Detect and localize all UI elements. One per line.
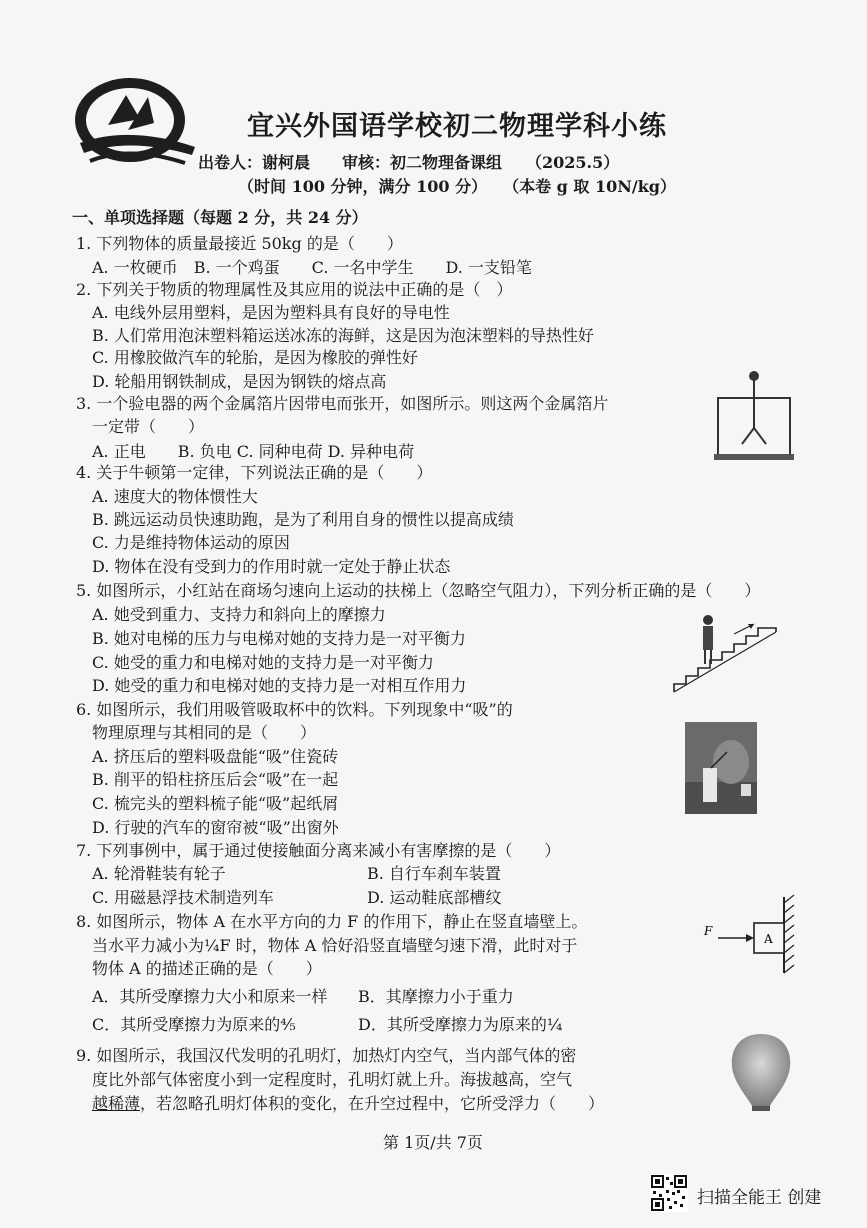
scanner-watermark: 扫描全能王 创建 — [697, 1188, 822, 1208]
page-number: 第 1页/共 7页 — [383, 1133, 483, 1152]
q8-stem-3: 物体 A 的描述正确的是（ ） — [92, 959, 322, 978]
q9-stem-1: 9. 如图所示，我国汉代发明的孔明灯，加热灯内空气，当内部气体的密 — [76, 1046, 577, 1065]
q9-underlined-text: 越稀薄 — [92, 1094, 141, 1113]
q4-option-b: B. 跳远运动员快速助跑，是为了利用自身的惯性以提高成绩 — [92, 510, 514, 529]
q5-option-d: D. 她受的重力和电梯对她的支持力是一对相互作用力 — [92, 676, 467, 695]
q3-stem-1: 3. 一个验电器的两个金属箔片因带电而张开，如图所示。则这两个金属箔片 — [76, 394, 609, 413]
q6-option-a: A. 挤压后的塑料吸盘能“吸”住瓷砖 — [92, 747, 339, 766]
straw-photo — [685, 722, 757, 814]
q2-option-c: C. 用橡胶做汽车的轮胎，是因为橡胶的弹性好 — [92, 348, 418, 367]
author-line: 出卷人：谢柯晨 审核：初二物理备课组 （2025.5） — [198, 153, 620, 172]
q8-stem-1: 8. 如图所示，物体 A 在水平方向的力 F 的作用下，静止在竖直墙壁上。 — [76, 912, 588, 931]
fig-label-f: F — [704, 924, 713, 938]
q3-options: A. 正电 B. 负电 C. 同种电荷 D. 异种电荷 — [92, 442, 415, 461]
q5-option-c: C. 她受的重力和电梯对她的支持力是一对平衡力 — [92, 653, 434, 672]
q2-option-b: B. 人们常用泡沫塑料箱运送冰冻的海鲜，这是因为泡沫塑料的导热性好 — [92, 326, 594, 345]
escalator-figure — [672, 604, 780, 696]
q9-stem-2: 度比外部气体密度小到一定程度时，孔明灯就上升。海拔越高，空气 — [92, 1070, 573, 1089]
q7-option-b: B. 自行车刹车装置 — [367, 864, 501, 883]
wall-block-figure — [700, 895, 800, 975]
electroscope-figure — [712, 368, 798, 464]
q4-stem: 4. 关于牛顿第一定律，下列说法正确的是（ ） — [76, 463, 433, 482]
q4-option-a: A. 速度大的物体惯性大 — [92, 487, 258, 506]
q5-stem: 5. 如图所示，小红站在商场匀速向上运动的扶梯上（忽略空气阻力），下列分析正确的是（ ） — [76, 581, 761, 600]
q8-option-b: B．其摩擦力小于重力 — [358, 987, 514, 1006]
page-title: 宜兴外国语学校初二物理学科小练 — [247, 111, 667, 142]
q7-option-a: A. 轮滑鞋装有轮子 — [92, 864, 226, 883]
section-heading: 一、单项选择题（每题 2 分，共 24 分） — [72, 208, 368, 227]
q7-option-c: C. 用磁悬浮技术制造列车 — [92, 888, 274, 907]
q3-stem-2: 一定带（ ） — [92, 417, 205, 436]
sky-lantern-figure — [725, 1030, 797, 1116]
q8-option-d: D．其所受摩擦力为原来的¼ — [358, 1015, 563, 1034]
q6-option-d: D. 行驶的汽车的窗帘被“吸”出窗外 — [92, 818, 339, 837]
school-logo — [70, 75, 200, 170]
q6-stem-2: 物理原理与其相同的是（ ） — [92, 723, 317, 742]
q2-stem: 2. 下列关于物质的物理属性及其应用的说法中正确的是（ ） — [76, 280, 513, 299]
q6-option-c: C. 梳完头的塑料梳子能“吸”起纸屑 — [92, 794, 339, 813]
qr-code-icon — [650, 1174, 688, 1212]
q4-option-d: D. 物体在没有受到力的作用时就一定处于静止状态 — [92, 557, 451, 576]
q4-option-c: C. 力是维持物体运动的原因 — [92, 533, 290, 552]
q1-options: A. 一枚硬币 B. 一个鸡蛋 C. 一名中学生 D. 一支铅笔 — [92, 258, 532, 277]
q7-stem: 7. 下列事例中，属于通过使接触面分离来减小有害摩擦的是（ ） — [76, 841, 561, 860]
q5-option-b: B. 她对电梯的压力与电梯对她的支持力是一对平衡力 — [92, 629, 466, 648]
q2-option-d: D. 轮船用钢铁制成，是因为钢铁的熔点高 — [92, 372, 387, 391]
time-line: （时间 100 分钟，满分 100 分） （本卷 g 取 10N/kg） — [238, 177, 676, 196]
q6-stem-1: 6. 如图所示，我们用吸管吸取杯中的饮料。下列现象中“吸”的 — [76, 700, 513, 719]
q6-option-b: B. 削平的铅柱挤压后会“吸”在一起 — [92, 770, 339, 789]
q8-option-a: A．其所受摩擦力大小和原来一样 — [92, 987, 328, 1006]
q7-option-d: D. 运动鞋底部槽纹 — [367, 888, 502, 907]
q8-option-c: C．其所受摩擦力为原来的⅘ — [92, 1015, 296, 1034]
q9-stem-3-rest: ，若忽略孔明灯体积的变化，在升空过程中，它所受浮力（ ） — [140, 1094, 605, 1113]
q9-stem-3 — [92, 1093, 604, 1115]
q5-option-a: A. 她受到重力、支持力和斜向上的摩擦力 — [92, 605, 386, 624]
q8-stem-2: 当水平力减小为¼F 时，物体 A 恰好沿竖直墙壁匀速下滑，此时对于 — [92, 936, 578, 955]
fig-label-a: A — [764, 932, 773, 946]
q1-stem: 1. 下列物体的质量最接近 50kg 的是（ ） — [76, 234, 403, 253]
q2-option-a: A. 电线外层用塑料，是因为塑料具有良好的导电性 — [92, 303, 450, 322]
